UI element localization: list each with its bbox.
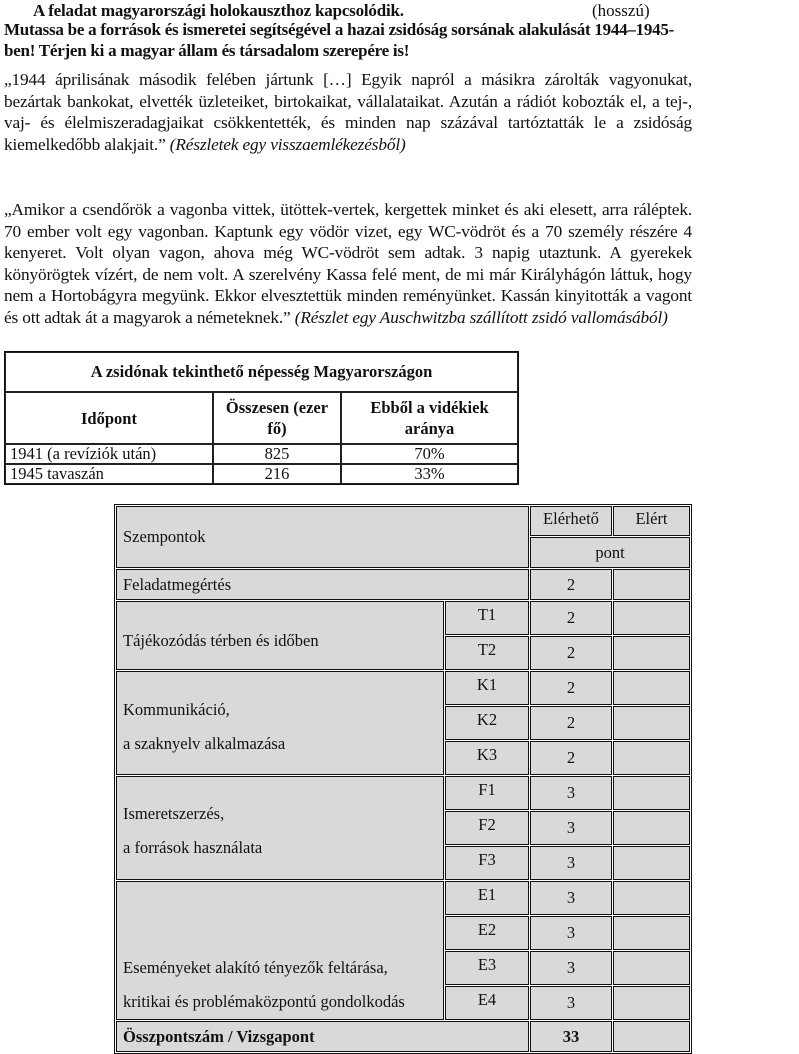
table-row [5, 444, 518, 464]
criterion-code: T2 [445, 636, 529, 670]
table-cell: 33% [341, 464, 518, 484]
available-points: 2 [530, 741, 612, 775]
label-line: kritikai és problémaközpontú gondolkodás [123, 992, 405, 1011]
available-points: 2 [530, 601, 612, 635]
table-row [116, 776, 690, 810]
header-total: Összesen (ezer fő) [225, 398, 329, 438]
label-line: a szaknyelv alkalmazása [123, 734, 286, 753]
source-attribution: (Részletek egy visszaemlékezésből) [169, 134, 406, 154]
table-row [116, 601, 690, 635]
earned-points-cell[interactable] [613, 846, 690, 880]
total-earned-points-cell[interactable] [613, 1021, 690, 1052]
table-row [116, 881, 690, 915]
earned-points-cell[interactable] [613, 951, 690, 985]
criteria-header: Szempontok [116, 506, 529, 568]
total-row [116, 1021, 690, 1052]
criteria-group-label [116, 671, 444, 775]
earned-points-cell[interactable] [613, 776, 690, 810]
column-header: Időpont [5, 392, 213, 444]
available-points: 3 [530, 811, 612, 845]
criterion-code: F3 [445, 846, 529, 880]
total-available-points: 33 [530, 1021, 612, 1052]
earned-points-cell[interactable] [613, 569, 690, 600]
earned-points-cell[interactable] [613, 986, 690, 1020]
criterion-code: K1 [445, 671, 529, 705]
table-row [116, 569, 690, 600]
table-caption: A zsidónak tekinthető népesség Magyarországon [5, 352, 518, 392]
earned-points-cell[interactable] [613, 741, 690, 775]
available-points: 3 [530, 916, 612, 950]
task-title: A feladat magyarországi holokauszthoz kapcsolódik. [33, 1, 404, 20]
table-cell: 70% [341, 444, 518, 464]
task-type: (hosszú) [592, 1, 650, 20]
table-cell: 825 [213, 444, 341, 464]
earned-points-cell[interactable] [613, 636, 690, 670]
available-points: 2 [530, 706, 612, 740]
table-cell: 216 [213, 464, 341, 484]
criterion-code: T1 [445, 601, 529, 635]
available-points: 3 [530, 776, 612, 810]
source-quote-1 [4, 69, 692, 155]
criterion-code: E1 [445, 881, 529, 915]
available-points: 2 [530, 671, 612, 705]
criteria-label: Feladatmegértés [116, 569, 529, 600]
column-header [213, 392, 341, 444]
table-cell: 1941 (a revíziók után) [5, 444, 213, 464]
source-text: „Amikor a csendőrök a vagonba vittek, ütöttek-vertek, kergettek minket és aki elesett, arra ráléptek. 70 ember volt egy vagonban. Kaptunk egy vödör vizet, egy WC-vödröt és a 70 személy részére 4 kenyeret. Volt olyan vagon, ahova még WC-vödröt sem adtak. 3 napig utaztunk. A gyerekek könyörögtek vízért, de nem volt. A szerelvény Kassa felé ment, de mi már Királyhágón láttuk, hogy nem a Hortobágyra megyünk. Ekkor elvesztettük minden reményünket. Kassán kinyitották a vagont és ott adtak át a magyarok a németeknek.” [4, 200, 692, 327]
earned-points-cell[interactable] [613, 671, 690, 705]
criterion-code: E3 [445, 951, 529, 985]
criteria-group-label [116, 776, 444, 880]
criterion-code: F2 [445, 811, 529, 845]
available-points: 3 [530, 881, 612, 915]
criterion-code: K2 [445, 706, 529, 740]
task-prompt: Mutassa be a források és ismeretei segítségével a hazai zsidóság sorsának alakulását 1944–1945-ben! Térjen ki a magyar állam és társadalom szerepére is! [4, 20, 675, 60]
earned-points-cell[interactable] [613, 811, 690, 845]
available-points: 3 [530, 951, 612, 985]
unit-header: pont [530, 537, 690, 568]
available-points: 2 [530, 569, 612, 600]
table-cell: 1945 tavaszán [5, 464, 213, 484]
scoring-table [114, 504, 692, 1054]
column-header [341, 392, 518, 444]
criterion-code: K3 [445, 741, 529, 775]
earned-points-cell[interactable] [613, 706, 690, 740]
label-line: a források használata [123, 838, 263, 857]
total-label: Összpontszám / Vizsgapont [116, 1021, 529, 1052]
criteria-group-label [116, 601, 444, 670]
header-rural: Ebből a vidékiek aránya [370, 398, 489, 438]
table-row [5, 464, 518, 484]
earned-points-cell[interactable] [613, 601, 690, 635]
label-line: Ismeretszerzés, [123, 804, 225, 823]
criterion-code: E4 [445, 986, 529, 1020]
source-text: „1944 áprilisának második felében jártunk […] Egyik napról a másikra zárolták vagyonukat, bezártak bankokat, elvették üzleteiket, birtokaikat, vállalataikat. Azután a rádiót kobozták el, a tej-, vaj- és élelmiszeradagjaikat csökkentették, és minden nap százával tartóztatták le a zsidóság kiemelkedőbb alakjait.” [4, 70, 692, 154]
available-points: 2 [530, 636, 612, 670]
table-row [116, 671, 690, 705]
criteria-group-label [116, 881, 444, 1020]
label-line: Eseményeket alakító tényezők feltárása, [123, 958, 388, 977]
available-header: Elérhető [530, 506, 612, 536]
population-table [4, 351, 519, 485]
source-attribution: (Részlet egy Auschwitzba szállított zsidó vallomásából) [294, 307, 668, 327]
label-line: Kommunikáció, [123, 700, 230, 719]
criterion-code: E2 [445, 916, 529, 950]
earned-header: Elért [613, 506, 690, 536]
available-points: 3 [530, 986, 612, 1020]
available-points: 3 [530, 846, 612, 880]
label-line: Tájékozódás térben és időben [123, 630, 319, 650]
earned-points-cell[interactable] [613, 881, 690, 915]
source-quote-2 [4, 199, 692, 329]
earned-points-cell[interactable] [613, 916, 690, 950]
criterion-code: F1 [445, 776, 529, 810]
